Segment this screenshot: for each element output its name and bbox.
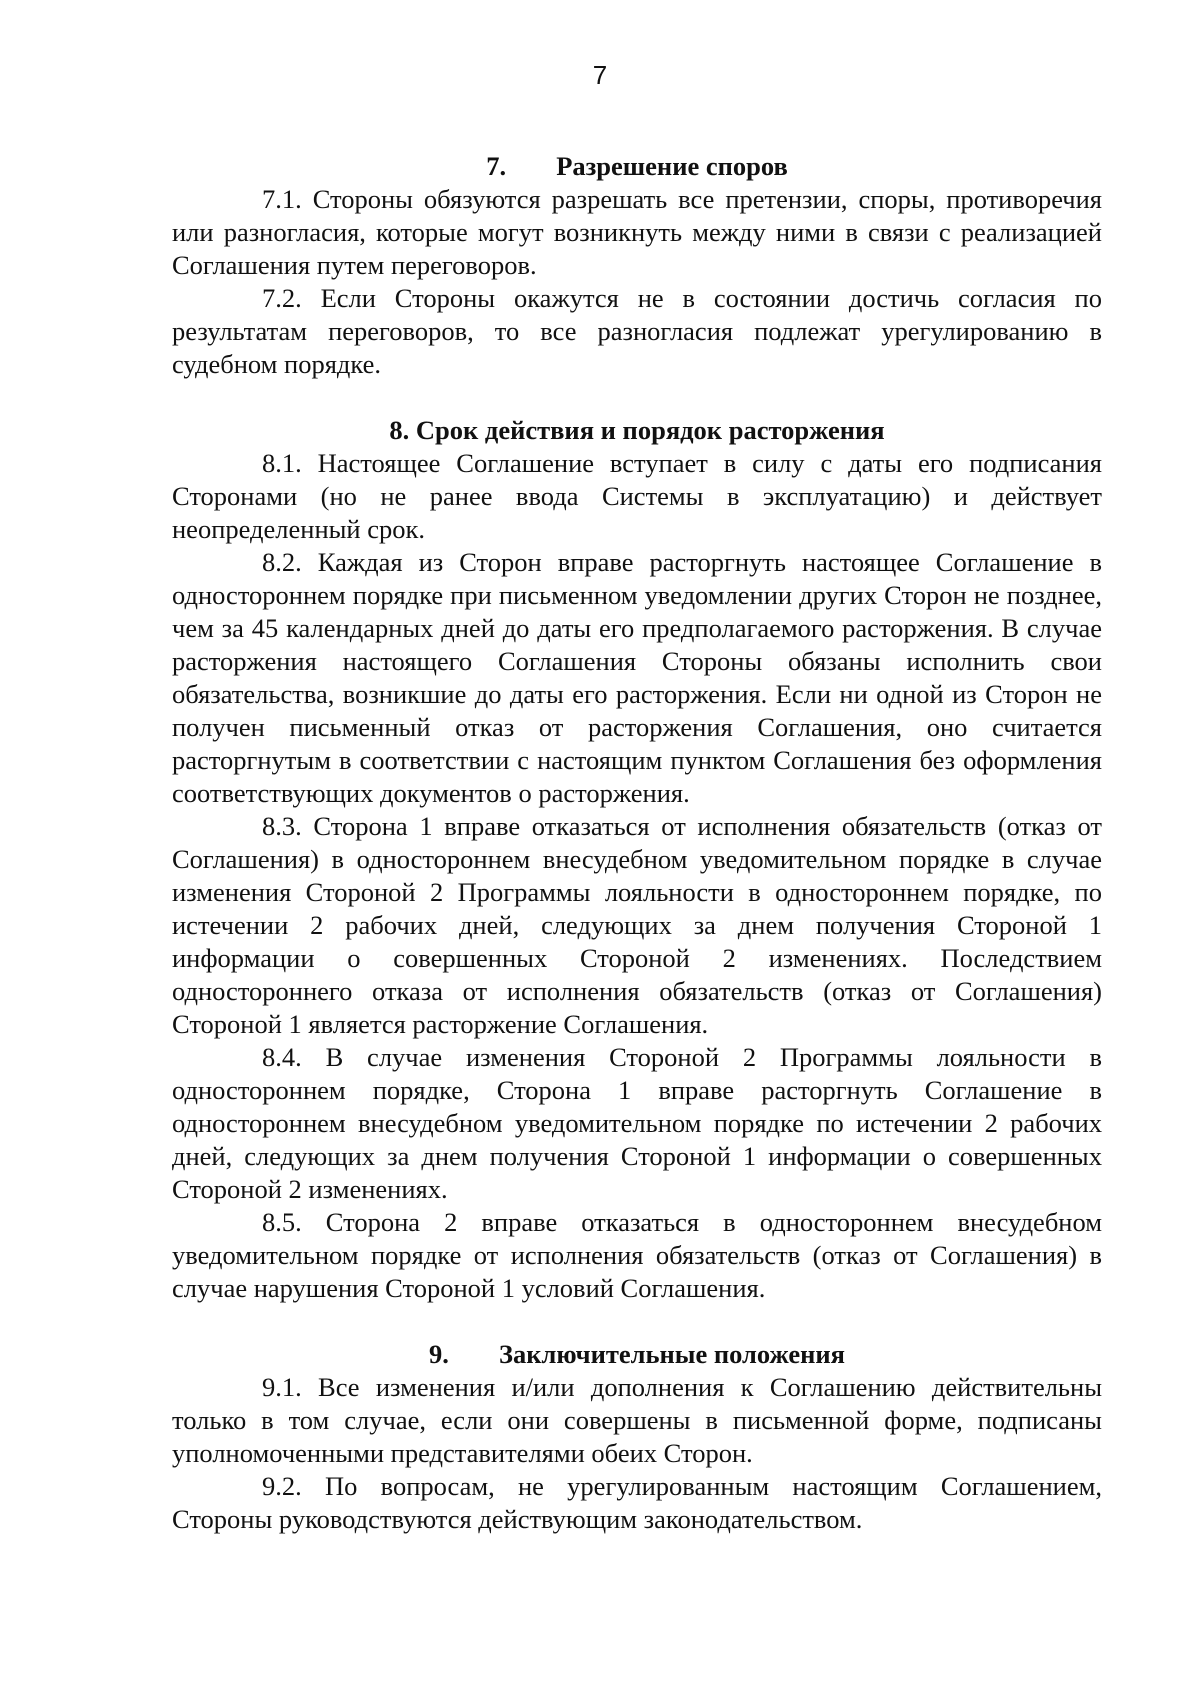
- paragraph-8-4: 8.4. В случае изменения Стороной 2 Программы лояльности в одностороннем порядке, Сторона 1 вправе расторгнуть Соглашение в одностороннем внесудебном уведомительном порядке по истечении 2 рабочих дней, следующих за днем получения Стороной 1 информации о совершенных Стороной 2 изменениях.: [172, 1042, 1102, 1204]
- section-9: [172, 1338, 1102, 1536]
- section-9-heading: [172, 1338, 1102, 1371]
- section-9-title: Заключительные положения: [499, 1339, 845, 1369]
- paragraph-7-1: 7.1. Стороны обязуются разрешать все претензии, споры, противоречия или разногласия, которые могут возникнуть между ними в связи с реализацией Соглашения путем переговоров.: [172, 184, 1102, 280]
- paragraph-9-2: 9.2. По вопросам, не урегулированным настоящим Соглашением, Стороны руководствуются действующим законодательством.: [172, 1471, 1102, 1534]
- page-number: 7: [592, 60, 608, 90]
- document-body: [172, 150, 1102, 1536]
- section-7-heading: [172, 150, 1102, 183]
- section-7-number: 7.: [486, 151, 507, 181]
- section-7-title: Разрешение споров: [556, 151, 788, 181]
- section-9-number: 9.: [429, 1339, 449, 1369]
- paragraph-8-1: 8.1. Настоящее Соглашение вступает в силу с даты его подписания Сторонами (но не ранее ввода Системы в эксплуатацию) и действует неопределенный срок.: [172, 448, 1102, 544]
- paragraph-8-2: 8.2. Каждая из Сторон вправе расторгнуть настоящее Соглашение в одностороннем порядке при письменном уведомлении других Сторон не позднее, чем за 45 календарных дней до даты его предполагаемого расторжения. В случае расторжения настоящего Соглашения Стороны обязаны исполнить свои обязательства, возникшие до даты его расторжения. Если ни одной из Сторон не получен письменный отказ от расторжения Соглашения, оно считается расторгнутым в соответствии с настоящим пунктом Соглашения без оформления соответствующих документов о расторжения.: [172, 547, 1102, 808]
- paragraph-8-3: 8.3. Сторона 1 вправе отказаться от исполнения обязательств (отказ от Соглашения) в одностороннем внесудебном уведомительном порядке в случае изменения Стороной 2 Программы лояльности в одностороннем порядке, по истечении 2 рабочих дней, следующих за днем получения Стороной 1 информации о совершенных Стороной 2 изменениях. Последствием одностороннего отказа от исполнения обязательств (отказ от Соглашения) Стороной 1 является расторжение Соглашения.: [172, 811, 1102, 1039]
- paragraph-9-1: 9.1. Все изменения и/или дополнения к Соглашению действительны только в том случае, если они совершены в письменной форме, подписаны уполномоченными представителями обеих Сторон.: [172, 1372, 1102, 1468]
- section-8-heading: 8. Срок действия и порядок расторжения: [389, 415, 885, 445]
- section-8: [172, 414, 1102, 1305]
- section-7: [172, 150, 1102, 381]
- paragraph-8-5: 8.5. Сторона 2 вправе отказаться в одностороннем внесудебном уведомительном порядке от исполнения обязательств (отказ от Соглашения) в случае нарушения Стороной 1 условий Соглашения.: [172, 1207, 1102, 1303]
- paragraph-7-2: 7.2. Если Стороны окажутся не в состоянии достичь согласия по результатам переговоров, то все разногласия подлежат урегулированию в судебном порядке.: [172, 283, 1102, 379]
